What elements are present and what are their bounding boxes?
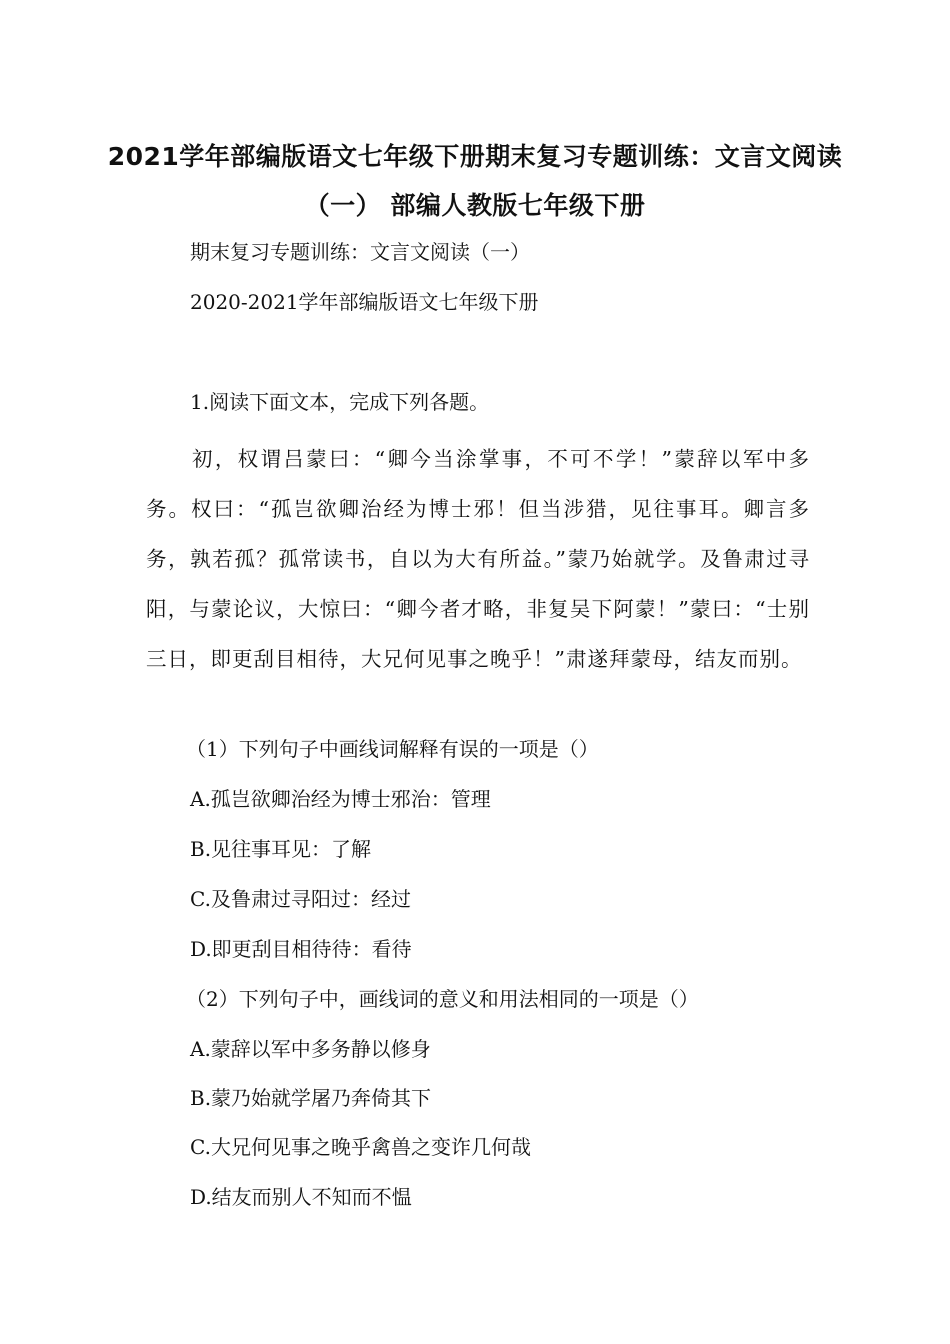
sub-question-2-option-b: B.蒙乃始就学屠乃奔倚其下 [190,1086,432,1110]
document-title-line-2: （一） 部编人教版七年级下册 [304,191,646,220]
sub-question-1-option-c: C.及鲁肃过寻阳过：经过 [190,887,411,911]
subtitle: 期末复习专题训练：文言文阅读（一） [190,240,530,264]
sub-question-2-option-a: A.蒙辞以军中多务静以修身 [190,1037,431,1061]
classical-passage: 初，权谓吕蒙曰：“卿今当涂掌事，不可不学！”蒙辞以军中多务。权曰：“孤岂欲卿治经为博士邪！但当涉猎，见往事耳。卿言多务，孰若孤？孤常读书，自以为大有所益。”蒙乃始就学。及鲁肃过寻阳，与蒙论议，大惊曰：“卿今者才略，非复吴下阿蒙！”蒙曰：“士别三日，即更刮目相待，大兄何见事之晚乎！”肃遂拜蒙母，结友而别。 [146,447,810,671]
sub-question-2-stem: （2）下列句子中，画线词的意义和用法相同的一项是（） [186,987,699,1011]
sub-question-1-option-d: D.即更刮目相待待：看待 [190,937,412,961]
sub-question-2-option-d: D.结友而别人不知而不愠 [190,1185,412,1209]
sub-question-1-option-a: A.孤岂欲卿治经为博士邪治：管理 [190,787,491,811]
sub-question-2-option-c: C.大兄何见事之晚乎禽兽之变诈几何哉 [190,1135,531,1159]
document-title-line-1: 2021学年部编版语文七年级下册期末复习专题训练：文言文阅读 [107,142,843,171]
sub-question-1-option-b: B.见往事耳见：了解 [190,837,372,861]
sub-question-1-stem: （1）下列句子中画线词解释有误的一项是（） [186,737,599,761]
grade-line: 2020-2021学年部编版语文七年级下册 [190,290,539,314]
question-1-prompt: 1.阅读下面文本，完成下列各题。 [190,390,490,414]
